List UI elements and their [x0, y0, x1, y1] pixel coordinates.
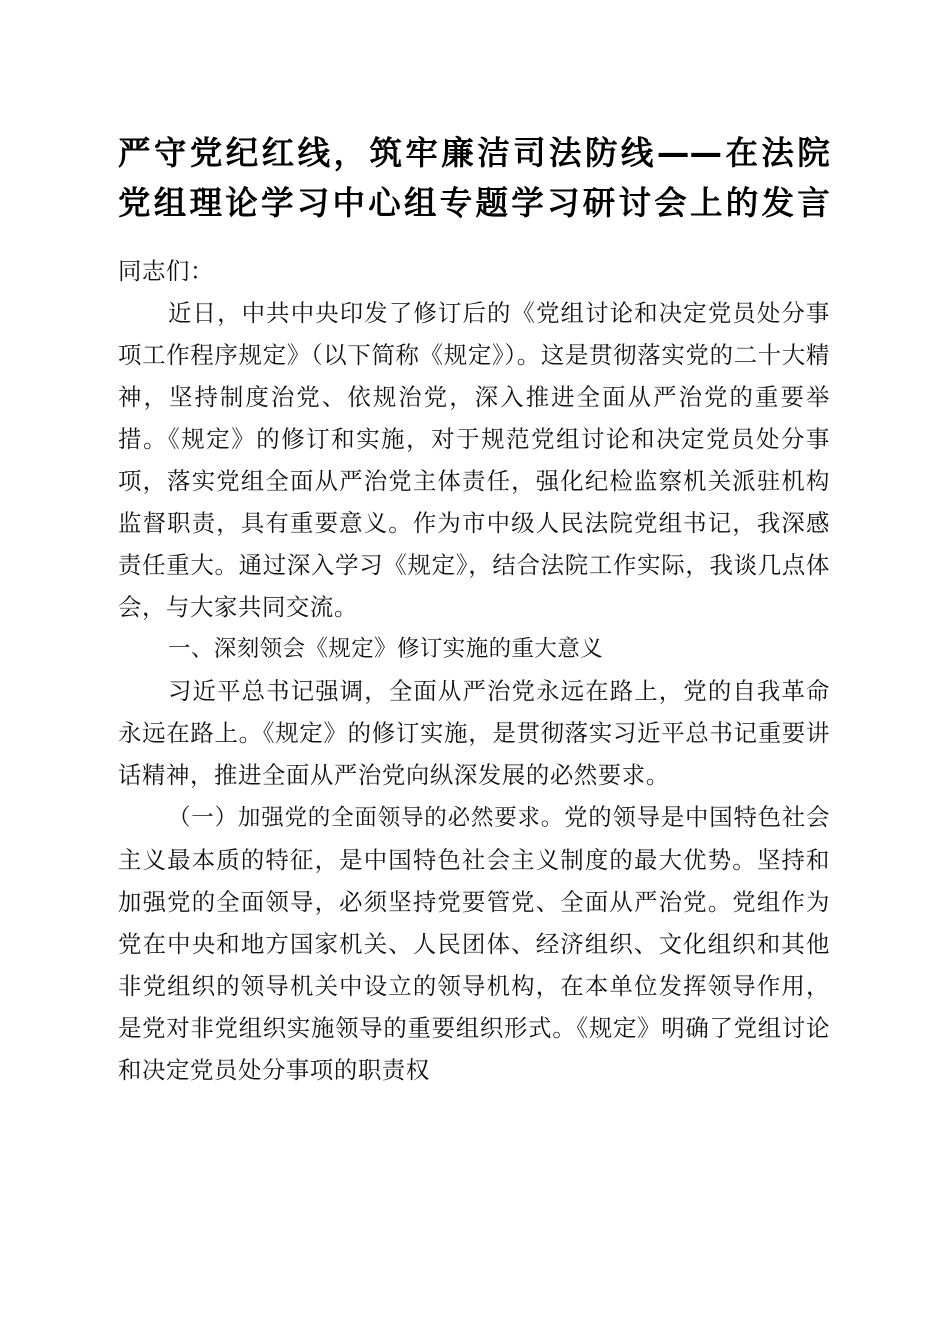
title-line-1: 严守党纪红线，筑牢廉洁司法防线——在法院 — [118, 134, 830, 172]
paragraph-subsection-1 — [118, 796, 830, 1091]
subsection-1-text: 党的领导是中国特色社会主义最本质的特征，是中国特色社会主义制度的最大优势。坚持和加强党的全面领导，必须坚持党要管党、全面从严治党。党组作为党在中央和地方国家机关、人民团体、经济组织、文化组织和其他非党组织的领导机关中设立的领导机构，在本单位发挥领导作用，是党对非党组织实施领导的重要组织形式。《规定》明确了党组讨论和决定党员处分事项的职责权 — [118, 803, 831, 1084]
document-title — [118, 128, 830, 228]
paragraph-section-1: 习近平总书记强调，全面从严治党永远在路上，党的自我革命永远在路上。《规定》的修订实施，是贯彻落实习近平总书记重要讲话精神，推进全面从严治党向纵深发展的必然要求。 — [118, 677, 830, 789]
paragraph-intro: 近日，中共中央印发了修订后的《党组讨论和决定党员处分事项工作程序规定》（以下简称《规定》）。这是贯彻落实党的二十大精神，坚持制度治党、依规治党，深入推进全面从严治党的重要举措。《规定》的修订和实施，对于规范党组讨论和决定党员处分事项，落实党组全面从严治党主体责任，强化纪检监察机关派驻机构监督职责，具有重要意义。作为市中级人民法院党组书记，我深感责任重大。通过深入学习《规定》，结合法院工作实际，我谈几点体会，与大家共同交流。 — [118, 299, 830, 621]
section-heading-1: 一、深刻领会《规定》修订实施的重大意义 — [168, 636, 604, 662]
title-line-2: 党组理论学习中心组专题学习研讨会上的发言 — [118, 184, 830, 222]
document-body — [118, 250, 830, 1091]
salutation: 同志们： — [118, 257, 214, 285]
subsection-heading-1: （一）加强党的全面领导的必然要求。 — [168, 805, 565, 831]
